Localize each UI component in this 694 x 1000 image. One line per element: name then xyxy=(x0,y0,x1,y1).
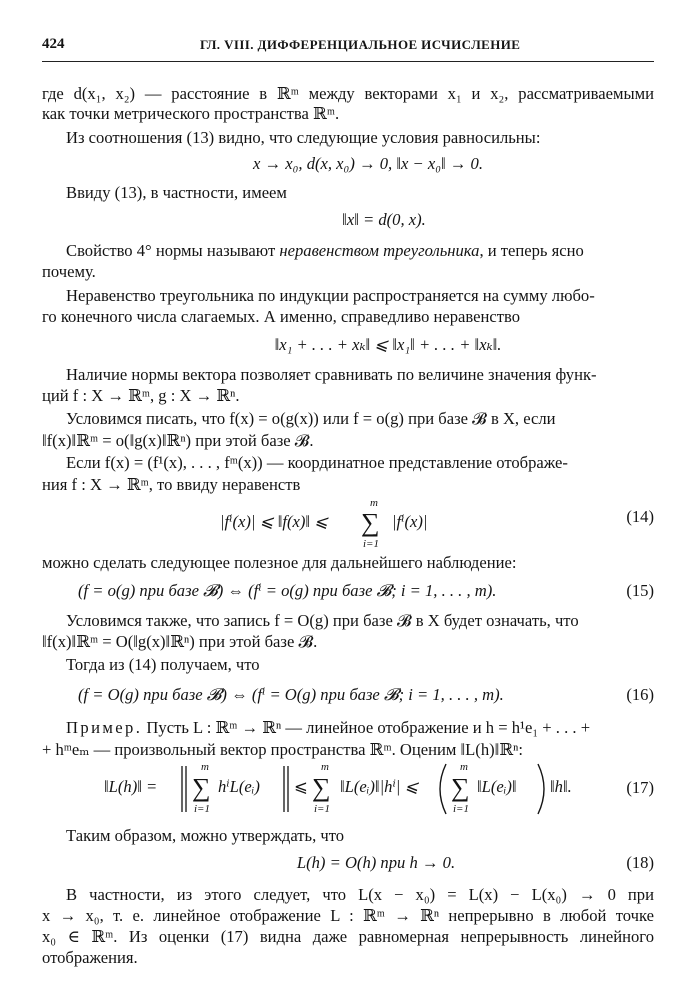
formula-triangle-inequality: ‖x₁ + . . . + xₖ‖ ⩽ ‖x₁‖ + . . . + ‖xₖ‖. xyxy=(274,335,502,354)
text-line: где d(x₁, x₂) — расстояние в ℝᵐ между векторами x₁ и x₂, рассматриваемыми xyxy=(42,84,654,103)
formula-17-lhs: ‖L(h)‖ = xyxy=(104,777,158,796)
formula-17-sigma-2: ∑ xyxy=(312,773,331,802)
formula-15: (f = o(g) при базе 𝓑) ⇔ (fⁱ = o(g) при базе 𝓑; i = 1, . . . , m). xyxy=(78,581,497,600)
formula-norm-distance: ‖x‖ = d(0, x). xyxy=(342,210,426,229)
equation-number: (16) xyxy=(626,685,654,704)
formula-17-sigma-1: ∑ xyxy=(192,773,211,802)
equation-number: (15) xyxy=(626,581,654,600)
running-header: ГЛ. VIII. ДИФФЕРЕНЦИАЛЬНОЕ ИСЧИСЛЕНИЕ xyxy=(200,37,521,52)
formula-17-term2: ‖L(eᵢ)‖|hⁱ| ⩽ xyxy=(340,777,419,796)
text-line: В частности, из этого следует, что L(x − x₀) = L(x) − L(x₀) → 0 при xyxy=(66,885,654,904)
text-line xyxy=(66,718,654,738)
text-line: Тогда из (14) получаем, что xyxy=(66,655,260,674)
formula-14-lower: i=1 xyxy=(363,538,379,550)
formula-17-mid: ⩽ xyxy=(294,777,308,796)
text-line: ‖f(x)‖ℝᵐ = o(‖g(x)‖ℝⁿ) при этой базе 𝓑. xyxy=(42,431,314,450)
left-paren xyxy=(440,764,446,814)
text-line: отображения. xyxy=(42,948,138,967)
text-line: го конечного числа слагаемых. А именно, справедливо неравенство xyxy=(42,307,521,326)
text-line: почему. xyxy=(42,262,96,281)
formula-17-tail: ‖h‖. xyxy=(550,777,572,796)
text-line: как точки метрического пространства ℝᵐ. xyxy=(42,104,340,123)
formula-equivalences: x → x₀, d(x, x₀) → 0, ‖x − x₀‖ → 0. xyxy=(253,154,483,173)
text-span: Пусть L : ℝᵐ → ℝⁿ — линейное отображение и h = h¹e₁ + . . . + xyxy=(142,718,591,737)
right-paren xyxy=(538,764,544,814)
formula-17 xyxy=(104,758,584,818)
formula-17-sum3-upper: m xyxy=(460,761,468,773)
formula-14-sigma: ∑ xyxy=(361,508,380,537)
formula-17-sum2-upper: m xyxy=(321,761,329,773)
page-number: 424 xyxy=(42,36,65,52)
text-line: Наличие нормы вектора позволяет сравнивать по величине значения функ- xyxy=(66,365,597,384)
text-line: ния f : X → ℝᵐ, то ввиду неравенств xyxy=(42,475,301,494)
equation-number: (18) xyxy=(626,853,654,872)
text-line: Ввиду (13), в частности, имеем xyxy=(66,183,287,202)
formula-18: L(h) = O(h) при h → 0. xyxy=(296,853,456,872)
formula-17-sigma-3: ∑ xyxy=(451,773,470,802)
formula-14-lhs: |fⁱ(x)| ⩽ ‖f(x)‖ ⩽ xyxy=(220,512,329,531)
text-line: можно сделать следующее полезное для дальнейшего наблюдение: xyxy=(42,553,517,572)
text-line: + hᵐeₘ — произвольный вектор пространства ℝᵐ. Оценим ‖L(h)‖ℝⁿ: xyxy=(42,740,523,759)
text-line: ций f : X → ℝᵐ, g : X → ℝⁿ. xyxy=(42,386,240,405)
formula-17-sum1-upper: m xyxy=(201,761,209,773)
equation-number: (17) xyxy=(626,778,654,797)
formula-17-sum2-lower: i=1 xyxy=(314,803,330,815)
text-line: Таким образом, можно утверждать, что xyxy=(66,826,345,845)
formula-14-upper: m xyxy=(370,497,378,509)
text-line: x₀ ∈ ℝᵐ. Из оценки (17) видна даже равномерная непрерывность линейного xyxy=(42,927,654,946)
text-line: ‖f(x)‖ℝᵐ = O(‖g(x)‖ℝⁿ) при этой базе 𝓑. xyxy=(42,632,318,651)
formula-16: (f = O(g) при базе 𝓑) ⇔ (fⁱ = O(g) при базе 𝓑; i = 1, . . . , m). xyxy=(78,685,504,704)
text-span: , и теперь ясно xyxy=(479,241,584,260)
text-line xyxy=(66,241,654,261)
formula-14-rhs: |fⁱ(x)| xyxy=(392,512,428,531)
formula-14 xyxy=(220,496,480,550)
formula-17-term1: hⁱL(eᵢ) xyxy=(218,777,260,796)
emphasis-term: неравенством треугольника xyxy=(279,241,480,260)
formula-17-sum3-lower: i=1 xyxy=(453,803,469,815)
example-label: Пример. xyxy=(66,718,143,737)
text-line: Из соотношения (13) видно, что следующие условия равносильны: xyxy=(66,128,541,147)
text-line: Условимся также, что запись f = O(g) при базе 𝓑 в X будет означать, что xyxy=(66,611,579,630)
formula-17-sum1-lower: i=1 xyxy=(194,803,210,815)
header-rule xyxy=(42,61,654,62)
formula-17-term3: ‖L(eᵢ)‖ xyxy=(477,777,517,796)
text-line: Если f(x) = (f¹(x), . . . , fᵐ(x)) — координатное представление отображе- xyxy=(66,453,568,472)
equation-number: (14) xyxy=(626,507,654,526)
text-line: x → x₀, т. е. линейное отображение L : ℝᵐ → ℝⁿ непрерывно в любой точке xyxy=(42,906,654,925)
text-span: Свойство 4° нормы называют xyxy=(66,241,280,260)
text-line: Неравенство треугольника по индукции распространяется на сумму любо- xyxy=(66,286,595,305)
text-line: Условимся писать, что f(x) = o(g(x)) или f = o(g) при базе 𝓑 в X, если xyxy=(66,409,556,428)
